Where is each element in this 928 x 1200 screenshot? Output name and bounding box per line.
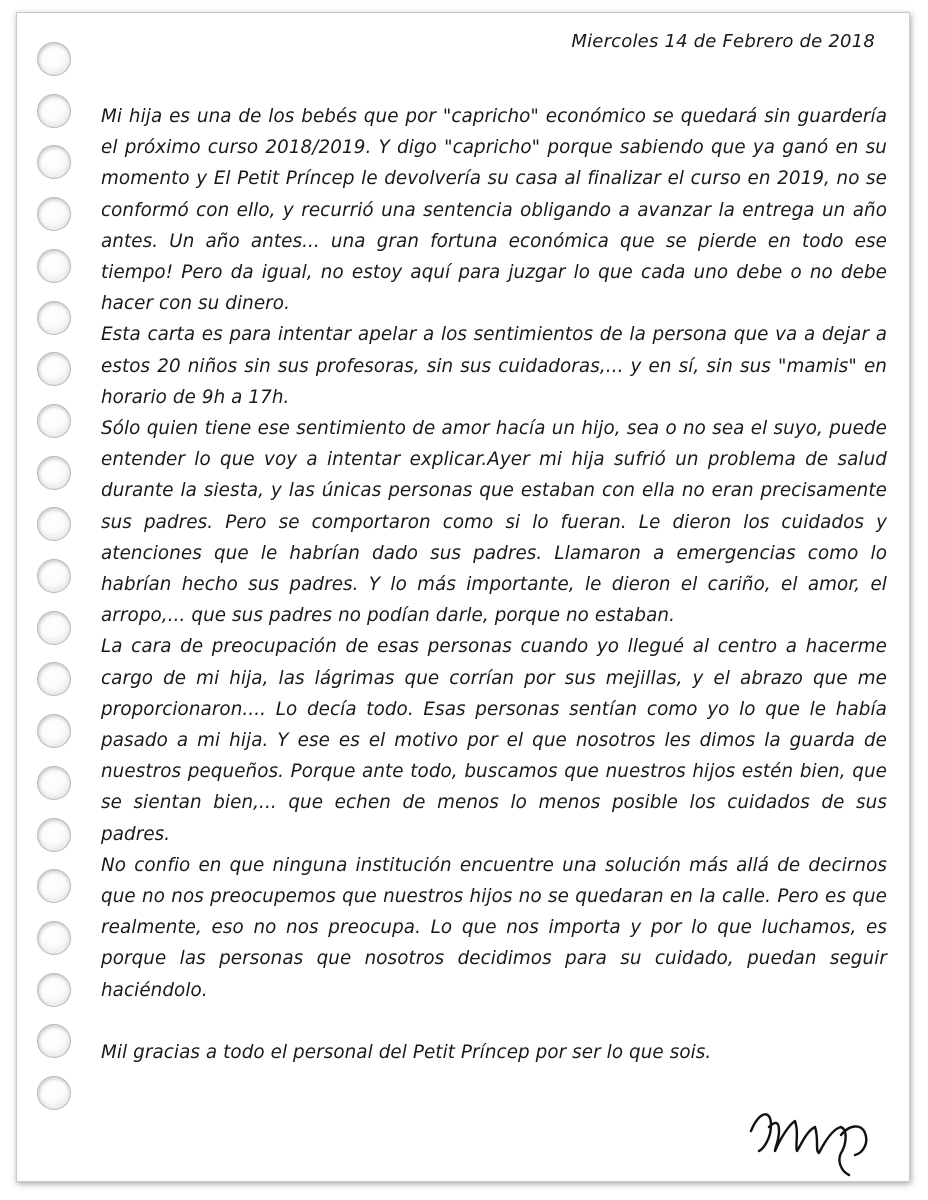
binder-ring-icon xyxy=(37,611,71,645)
binder-ring-icon xyxy=(37,197,71,231)
binder-ring-icon xyxy=(37,818,71,852)
binder-ring-icon xyxy=(37,662,71,696)
binder-ring-icon xyxy=(37,404,71,438)
binder-ring-icon xyxy=(37,559,71,593)
binder-ring-icon xyxy=(37,766,71,800)
binder-ring-icon xyxy=(37,42,71,76)
paragraph-1: Mi hija es una de los bebés que por "capricho" económico se quedará sin guardería el próximo curso 2018/2019. Y digo "capricho" porque sabiendo que ya ganó en su momento y El Petit Príncep le devolvería su casa al finalizar el curso en 2019, no se conformó con ello, y recurrió una sentencia obligando a avanzar la entrega un año antes. Un año antes... una gran fortuna económica que se pierde en todo ese tiempo! Pero da igual, no estoy aquí para juzgar lo que cada uno debe o no debe hacer con su dinero. xyxy=(101,106,887,315)
binder-ring-icon xyxy=(37,301,71,335)
letter-date: Miercoles 14 de Febrero de 2018 xyxy=(571,31,875,52)
letter-page xyxy=(16,12,910,1182)
binder-ring-icon xyxy=(37,507,71,541)
paragraph-4: La cara de preocupación de esas personas cuando yo llegué al centro a hacerme cargo de mi hija, las lágrimas que corrían por sus mejillas, y el abrazo que me proporcionaron.... Lo decía todo. Esas personas sentían como yo lo que le había pasado a mi hija. Y ese es el motivo por el que nosotros les dimos la guarda de nuestros pequeños. Porque ante todo, buscamos que nuestros hijos estén bien, que se sientan bien,... que echen de menos lo menos posible los cuidados de sus padres. xyxy=(101,636,887,845)
binder-ring-icon xyxy=(37,456,71,490)
paragraph-3: Sólo quien tiene ese sentimiento de amor hacía un hijo, sea o no sea el suyo, puede entender lo que voy a intentar explicar.Ayer mi hija sufrió un problema de salud durante la siesta, y las únicas personas que estaban con ella no eran precisamente sus padres. Pero se comportaron como si lo fueran. Le dieron los cuidados y atenciones que le habrían dado sus padres. Llamaron a emergencias como lo habrían hecho sus padres. Y lo más importante, le dieron el cariño, el amor, el arropo,... que sus padres no podían darle, porque no estaban. xyxy=(101,418,887,627)
binder-ring-icon xyxy=(37,714,71,748)
paragraph-5: No confio en que ninguna institución encuentre una solución más allá de decirnos que no nos preocupemos que nuestros hijos no se quedaran en la calle. Pero es que realmente, eso no nos preocupa. Lo que nos importa y por lo que luchamos, es porque las personas que nosotros decidimos para su cuidado, puedan seguir haciéndolo. xyxy=(101,854,887,1001)
binder-ring-icon xyxy=(37,352,71,386)
binder-ring-icon xyxy=(37,973,71,1007)
paragraph-2: Esta carta es para intentar apelar a los sentimientos de la persona que va a dejar a estos 20 niños sin sus profesoras, sin sus cuidadoras,... y en sí, sin sus "mamis" en horario de 9h a 17h. xyxy=(101,324,887,408)
binder-ring-icon xyxy=(37,249,71,283)
binder-ring-icon xyxy=(37,145,71,179)
closing-line: Mil gracias a todo el personal del Petit Príncep por ser lo que sois. xyxy=(101,1041,712,1063)
binder-ring-icon xyxy=(37,1076,71,1110)
binder-ring-icon xyxy=(37,869,71,903)
letter-body xyxy=(101,101,887,1068)
binder-ring-icon xyxy=(37,94,71,128)
binder-ring-icon xyxy=(37,1024,71,1058)
signature-icon xyxy=(745,1091,875,1181)
binder-ring-icon xyxy=(37,921,71,955)
